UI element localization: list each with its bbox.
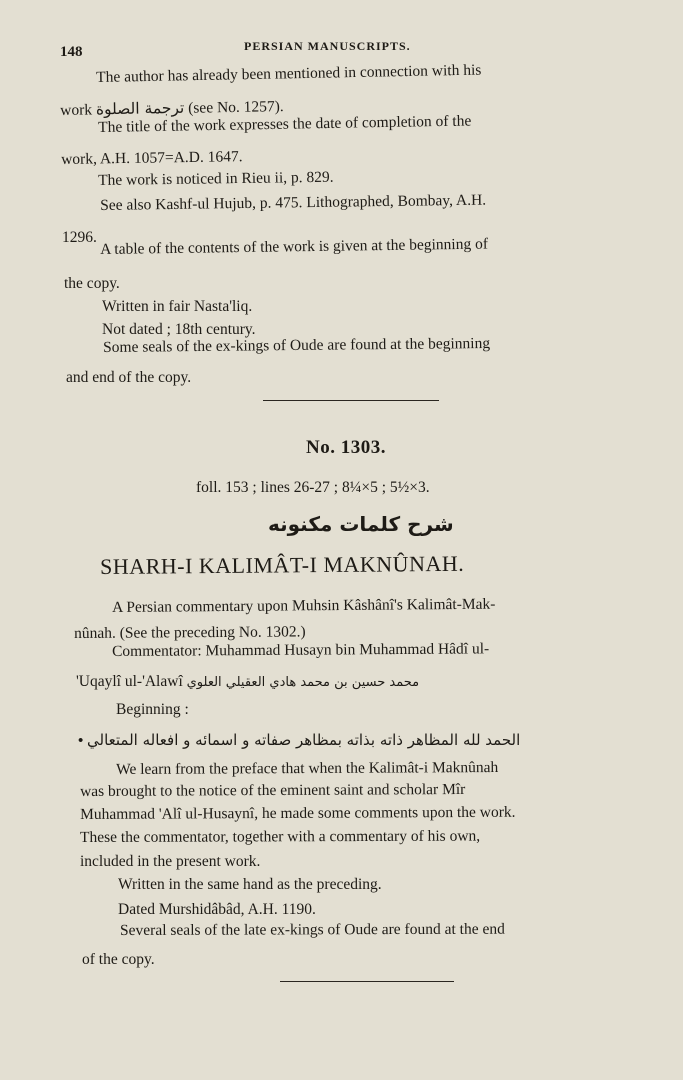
running-title: PERSIAN MANUSCRIPTS. bbox=[244, 39, 411, 53]
beginning-arabic: الحمد لله المظاهر ذاته بذاته بمظاهر صفاته و اسمائه و افعاله المتعالي bbox=[87, 731, 521, 749]
text-line: work, A.H. 1057=A.D. 1647. bbox=[61, 148, 243, 168]
commentator-arabic: محمد حسين بن محمد هادي العقيلي العلوي bbox=[186, 675, 420, 690]
work-label: work bbox=[60, 101, 93, 119]
text-line: was brought to the notice of the eminent saint and scholar Mîr bbox=[80, 780, 466, 800]
text-line: Dated Murshidâbâd, A.H. 1190. bbox=[118, 901, 316, 918]
arabic-title: شرح كلمات مكنونه bbox=[268, 512, 454, 536]
arabic-title-previous: ترجمة الصلوة bbox=[95, 98, 185, 119]
text-line: Muhammad 'Alî ul-Husaynî, he made some comments upon the work. bbox=[80, 803, 516, 823]
text-line: 1296. bbox=[62, 229, 97, 246]
text-line: A Persian commentary upon Muhsin Kâshânî's Kalimât-Mak- bbox=[112, 595, 496, 616]
text-line: Several seals of the late ex-kings of Oude are found at the end bbox=[120, 920, 505, 939]
commentator-name: 'Uqaylî ul-'Alawî bbox=[76, 673, 183, 690]
text-line: The title of the work expresses the date of completion of the bbox=[98, 112, 472, 136]
text-line: We learn from the preface that when the Kalimât-i Maknûnah bbox=[116, 758, 499, 778]
text-line: Commentator: Muhammad Husayn bin Muhammad Hâdî ul- bbox=[112, 640, 490, 660]
text-line: of the copy. bbox=[82, 951, 155, 968]
text-line: Not dated ; 18th century. bbox=[102, 321, 256, 338]
text-line: These the commentator, together with a commentary of his own, bbox=[80, 827, 481, 846]
text-line: A table of the contents of the work is given at the beginning of bbox=[100, 235, 489, 258]
text-line: See also Kashf-ul Hujub, p. 475. Lithographed, Bombay, A.H. bbox=[100, 191, 487, 214]
collation: foll. 153 ; lines 26-27 ; 8¼×5 ; 5½×3. bbox=[196, 479, 430, 496]
text-line: Some seals of the ex-kings of Oude are found at the beginning bbox=[103, 334, 491, 356]
text-line: included in the present work. bbox=[80, 853, 261, 870]
text-line: The work is noticed in Rieu ii, p. 829. bbox=[98, 168, 334, 189]
entry-number: No. 1303. bbox=[306, 437, 386, 458]
entry-title: SHARH-I KALIMÂT-I MAKNÛNAH. bbox=[100, 550, 465, 579]
text-line: Written in fair Nasta'liq. bbox=[102, 298, 253, 315]
text-line: the copy. bbox=[64, 275, 120, 292]
section-divider bbox=[263, 400, 439, 401]
see-reference: (see No. 1257). bbox=[188, 98, 284, 117]
text-line: The author has already been mentioned in connection with his bbox=[96, 61, 482, 86]
beginning-line bbox=[78, 726, 520, 755]
page-number: 148 bbox=[60, 44, 83, 60]
text-line bbox=[76, 672, 419, 693]
text-line: Written in the same hand as the preceding. bbox=[118, 876, 382, 893]
section-divider bbox=[280, 981, 454, 982]
text-line: and end of the copy. bbox=[66, 369, 192, 386]
beginning-mark: • bbox=[78, 733, 84, 749]
beginning-label: Beginning : bbox=[116, 701, 189, 718]
text-line: nûnah. (See the preceding No. 1302.) bbox=[74, 623, 306, 642]
